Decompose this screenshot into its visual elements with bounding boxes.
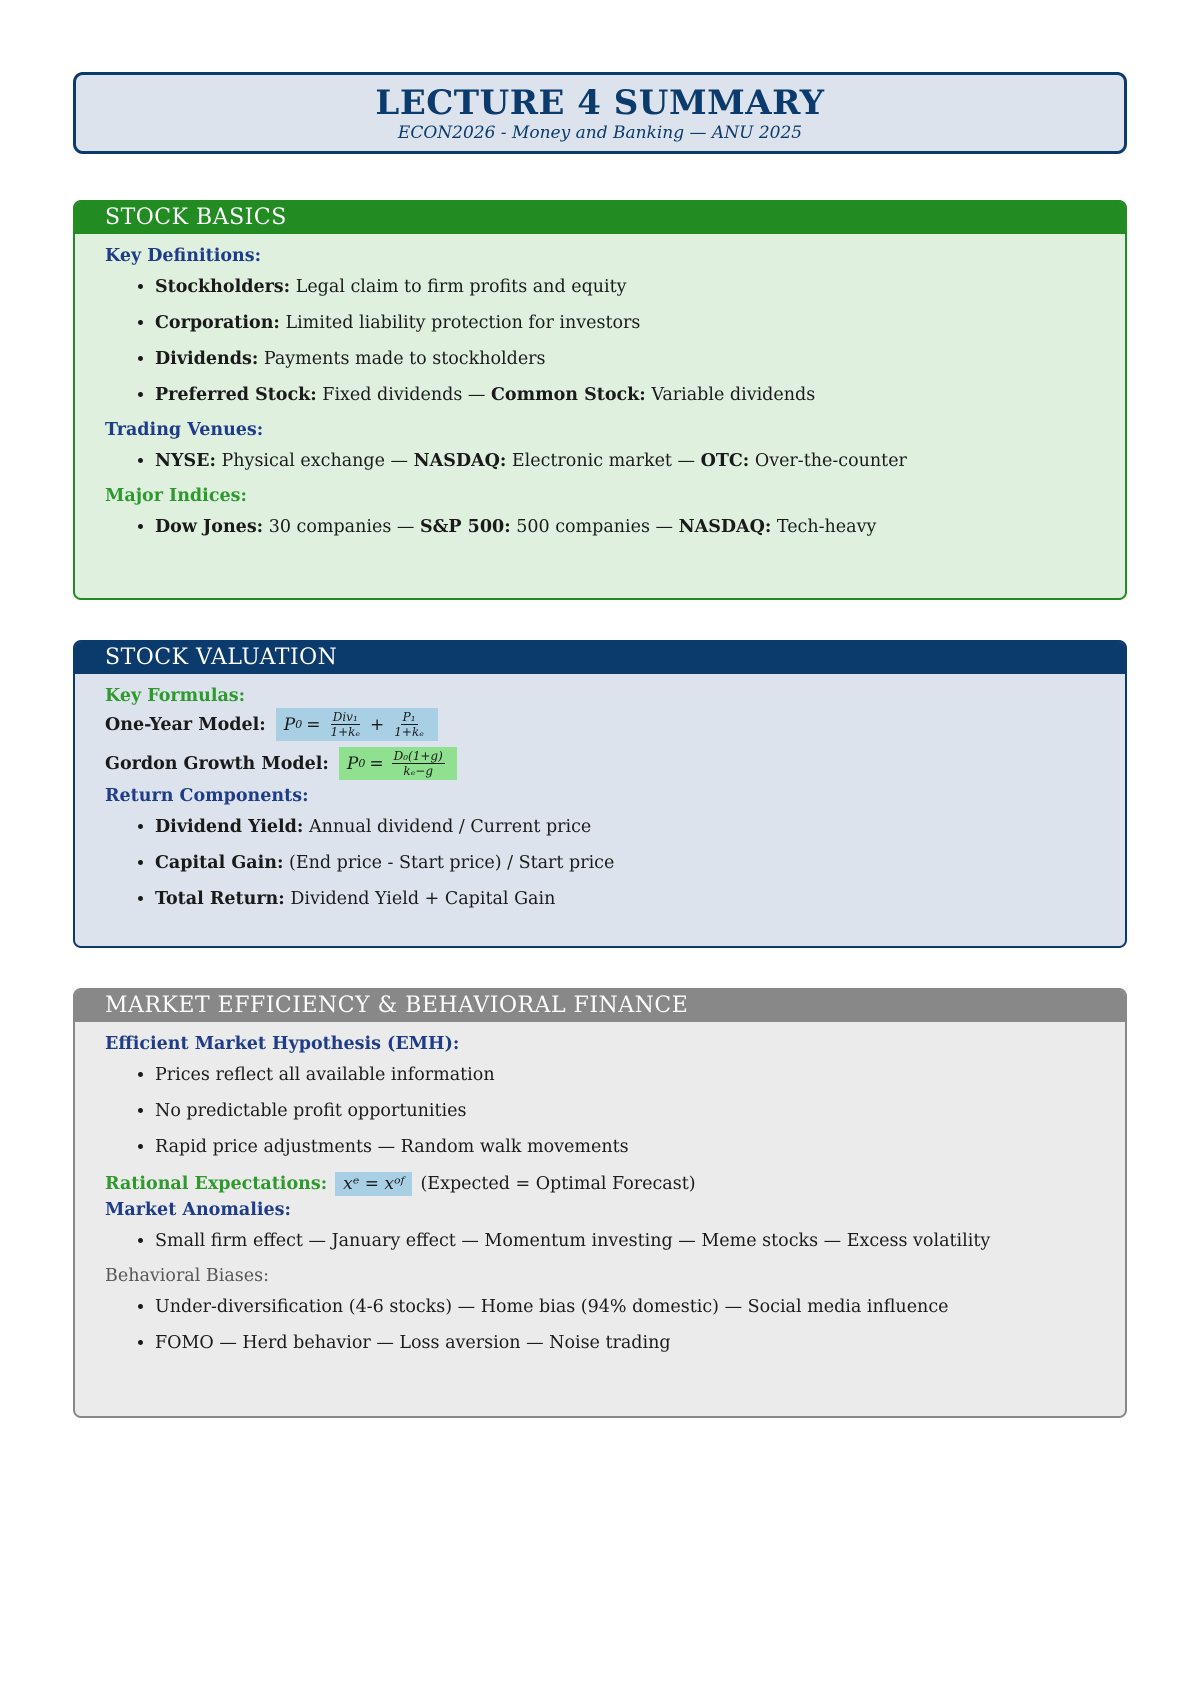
trading-list	[105, 450, 1095, 472]
rational-expectations-formula: xᵉ = xᵒᶠ	[335, 1172, 412, 1196]
gordon-formula: P 0 = $\frac{\text{D₀(1+g)}}{\text{kₑ−g}}$	[339, 747, 457, 780]
key-formulas-label: Key Formulas:	[105, 686, 246, 706]
market-efficiency-box	[73, 988, 1127, 1418]
list-item: • Dividends: Payments made to stockholders	[155, 348, 1095, 370]
definitions-list	[105, 276, 1095, 406]
list-item: • Dow Jones: 30 companies — S&P 500: 500 companies — NASDAQ: Tech-heavy	[155, 516, 1095, 538]
title-box	[73, 72, 1127, 154]
emh-label: Efficient Market Hypothesis (EMH):	[105, 1034, 460, 1054]
one-year-formula: P 0 = $\frac{\text{Div₁}}{\text{1+kₑ}}$ + $\frac{\text{P₁}}{\text{1+kₑ}}$	[276, 708, 438, 741]
page-subtitle: ECON2026 - Money and Banking — ANU 2025	[397, 123, 803, 143]
list-item: • Under-diversification (4-6 stocks) — Home bias (94% domestic) — Social media influence	[155, 1296, 1095, 1318]
list-item: • Preferred Stock: Fixed dividends — Common Stock: Variable dividends	[155, 384, 1095, 406]
list-item: • No predictable profit opportunities	[155, 1100, 1095, 1122]
trading-venues-label: Trading Venues:	[105, 420, 264, 440]
list-item: • Capital Gain: (End price - Start price) / Start price	[155, 852, 1095, 874]
stock-valuation-heading: STOCK VALUATION	[75, 642, 1125, 674]
emh-list	[105, 1064, 1095, 1158]
stock-basics-box	[73, 200, 1127, 600]
behavioral-biases-label: Behavioral Biases:	[105, 1266, 270, 1286]
list-item: • Rapid price adjustments — Random walk movements	[155, 1136, 1095, 1158]
list-item: • Prices reflect all available information	[155, 1064, 1095, 1086]
key-definitions-label: Key Definitions:	[105, 246, 262, 266]
return-components-label: Return Components:	[105, 786, 309, 806]
stock-basics-heading: STOCK BASICS	[75, 202, 1125, 234]
one-year-model-label: One-Year Model:	[105, 714, 266, 735]
page-title: LECTURE 4 SUMMARY	[375, 83, 825, 123]
market-efficiency-heading: MARKET EFFICIENCY & BEHAVIORAL FINANCE	[75, 990, 1125, 1022]
biases-list	[105, 1296, 1095, 1354]
rational-expectations-label: Rational Expectations:	[105, 1174, 328, 1194]
list-item: • NYSE: Physical exchange — NASDAQ: Electronic market — OTC: Over-the-counter	[155, 450, 1095, 472]
gordon-model-label: Gordon Growth Model:	[105, 753, 329, 774]
returns-list	[105, 816, 1095, 910]
list-item: • Corporation: Limited liability protection for investors	[155, 312, 1095, 334]
market-anomalies-label: Market Anomalies:	[105, 1200, 291, 1220]
anomalies-list	[105, 1230, 1095, 1252]
list-item: • Dividend Yield: Annual dividend / Current price	[155, 816, 1095, 838]
stock-valuation-box	[73, 640, 1127, 948]
list-item: • Stockholders: Legal claim to firm profits and equity	[155, 276, 1095, 298]
list-item: • FOMO — Herd behavior — Loss aversion — Noise trading	[155, 1332, 1095, 1354]
rational-expectations-row	[105, 1172, 1095, 1196]
list-item: • Small firm effect — January effect — Momentum investing — Meme stocks — Excess volatility	[155, 1230, 1095, 1252]
one-year-model-row	[105, 708, 1095, 741]
rational-expectations-note: (Expected = Optimal Forecast)	[420, 1174, 696, 1194]
major-indices-label: Major Indices:	[105, 486, 247, 506]
indices-list	[105, 516, 1095, 538]
gordon-model-row	[105, 747, 1095, 780]
list-item: • Total Return: Dividend Yield + Capital Gain	[155, 888, 1095, 910]
